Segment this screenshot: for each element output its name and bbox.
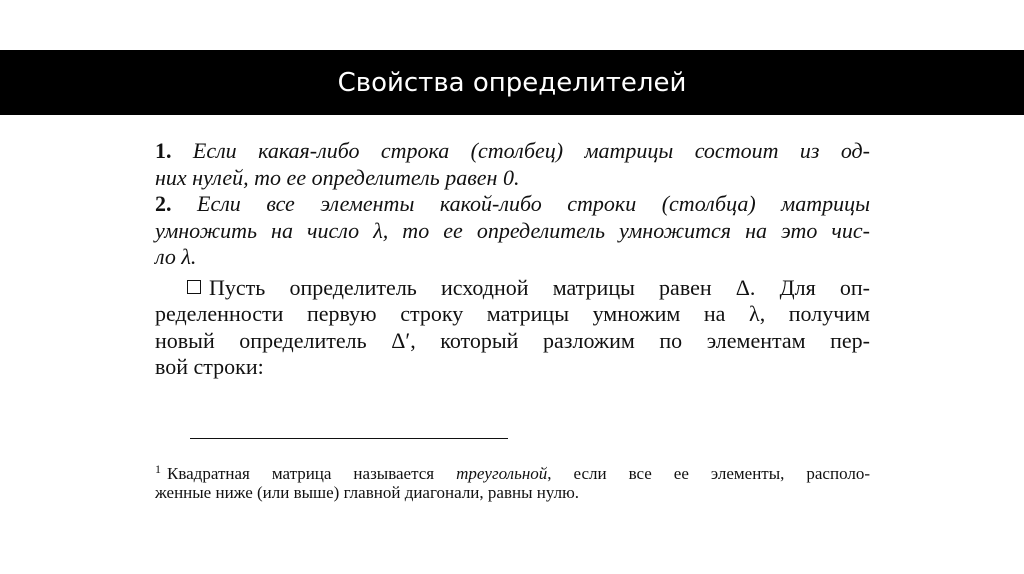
scanned-text-block (155, 138, 870, 381)
property-2-text-1: Если все элементы какой-либо строки (столбца) матрицы (197, 191, 871, 216)
proof-square-icon (187, 280, 201, 294)
footnote-line-1 (155, 458, 870, 481)
property-1-line-2 (155, 165, 870, 192)
footnote-text-2: женные ниже (или выше) главной диагонали, равны нулю. (155, 483, 580, 502)
proof-text-4: вой строки: (155, 354, 264, 379)
proof-text-3: новый определитель Δ′, который разложим по элементам пер- (155, 327, 870, 353)
property-2-line-3 (155, 244, 870, 271)
footnote-text-after: , если все ее элементы, располо- (547, 464, 870, 483)
title-bar (0, 50, 1024, 115)
proof-line-3 (155, 328, 870, 355)
footnote-divider (190, 438, 508, 439)
footnote-term: треугольной (456, 464, 548, 483)
property-1-line-1 (155, 138, 870, 165)
proof-line-1 (155, 275, 870, 302)
footnote-mark: 1 (155, 462, 161, 476)
property-2-line-2 (155, 218, 870, 245)
property-1-number: 1. (155, 138, 172, 163)
property-1-text-2: них нулей, то ее определитель равен 0. (155, 164, 520, 190)
property-2-text-3: ло λ. (155, 244, 197, 269)
property-2-number: 2. (155, 191, 172, 216)
footnote (155, 458, 870, 504)
property-2-text-2: умножить на число λ, то ее определитель умножится на это чис- (155, 217, 870, 243)
proof-text-1: Пусть определитель исходной матрицы равен Δ. Для оп- (209, 274, 870, 300)
footnote-text-before: Квадратная матрица называется (167, 464, 457, 483)
proof-line-2 (155, 301, 870, 328)
proof-line-4 (155, 354, 870, 381)
property-2-line-1 (155, 191, 870, 218)
property-1-text-1: Если какая-либо строка (столбец) матрицы состоит из од- (192, 138, 870, 163)
slide-title: Свойства определителей (337, 67, 687, 98)
proof-text-2: ределенности первую строку матрицы умножим на λ, получим (155, 301, 870, 326)
footnote-line-2 (155, 481, 870, 504)
